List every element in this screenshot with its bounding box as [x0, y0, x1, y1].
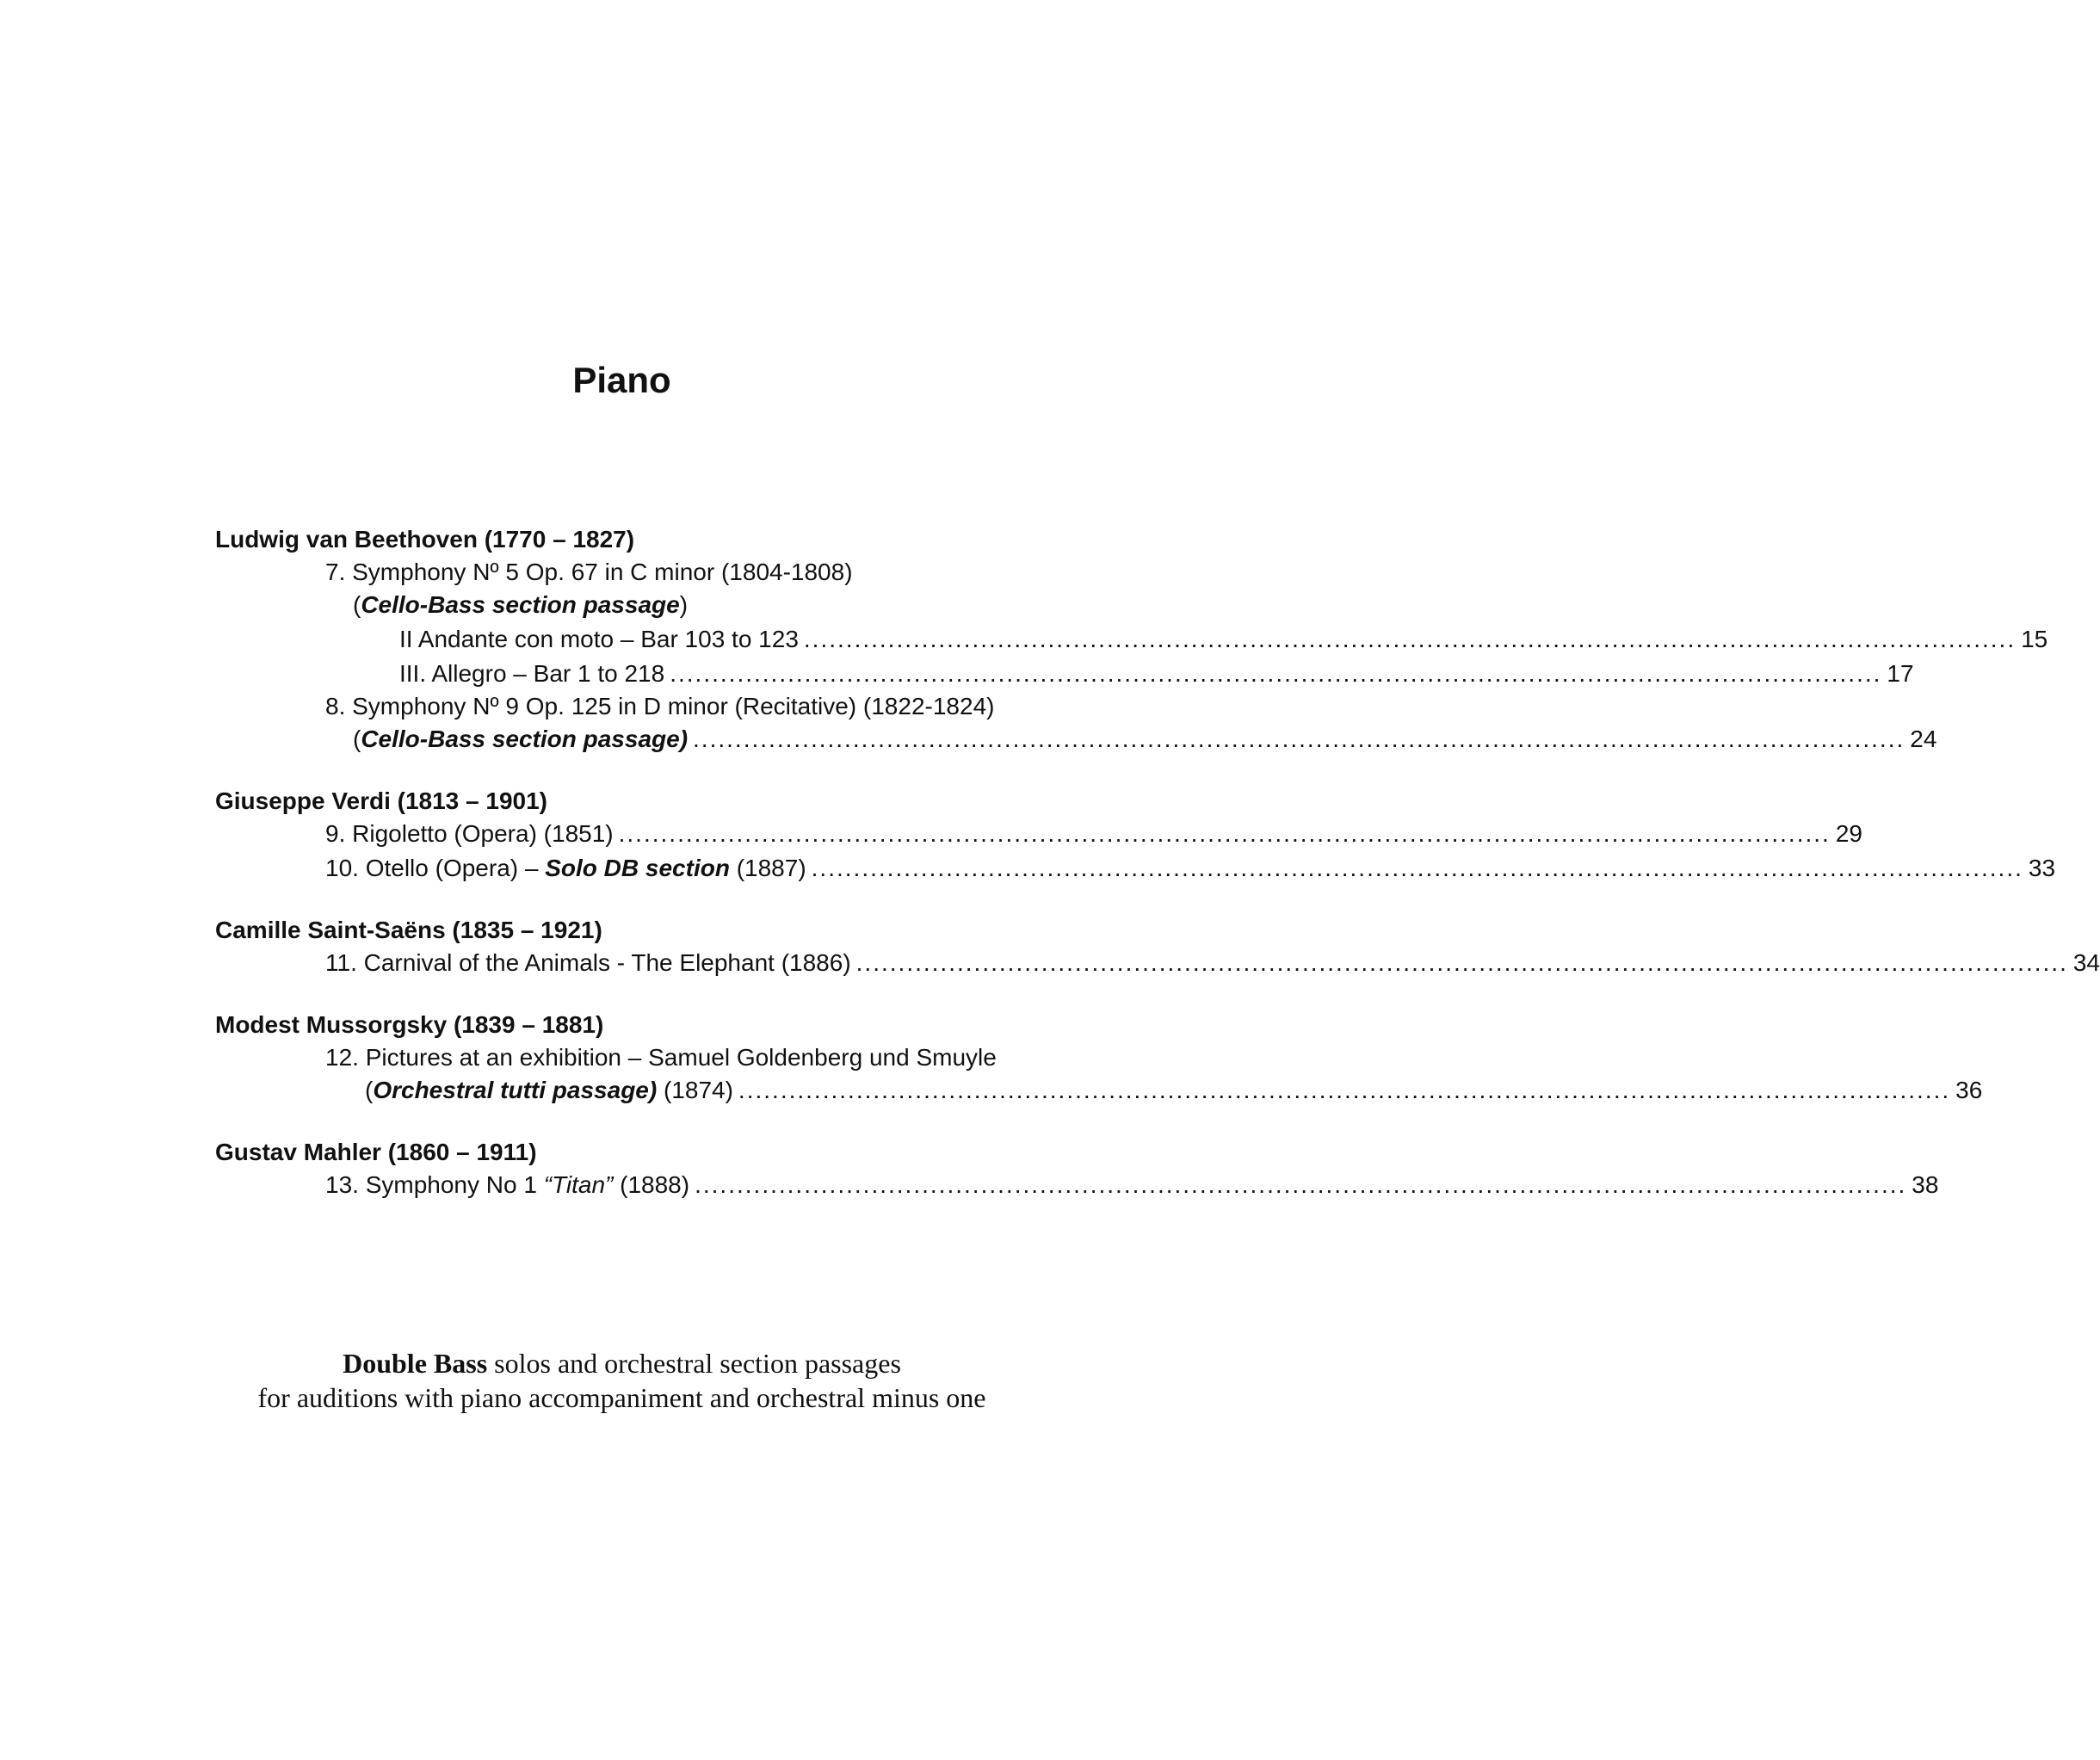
entry-title: III. Allegro – Bar 1 to 218: [399, 660, 665, 687]
composer-heading: Giuseppe Verdi (1813 – 1901): [215, 787, 547, 814]
composer-heading: Gustav Mahler (1860 – 1911): [215, 1139, 537, 1165]
footer-line-1: [0, 1346, 1244, 1380]
entry-note: (Orchestral tutti passage) (1874): [365, 1077, 733, 1103]
page-number: 15: [2021, 626, 2048, 652]
footer-line-1-rest: solos and orchestral section passages: [487, 1348, 901, 1379]
toc-entry: [215, 556, 1067, 589]
leader-dots: ................................................................................................................................................: [618, 820, 1831, 847]
entry-title: 12. Pictures at an exhibition – Samuel Goldenberg und Smuyle: [325, 1044, 997, 1071]
toc-entry: [215, 723, 1937, 756]
page-number: 33: [2028, 855, 2056, 881]
page-number: 36: [1955, 1077, 1983, 1103]
section-verdi: [215, 785, 2056, 885]
leader-dots: ................................................................................................................................................: [855, 949, 2068, 976]
toc-entry: [215, 623, 2048, 656]
leader-dots: ................................................................................................................................................: [670, 660, 1882, 687]
entry-title: 11. Carnival of the Animals - The Elephant (1886): [325, 949, 851, 976]
leader-dots: ................................................................................................................................................: [738, 1077, 1951, 1103]
entry-title: 7. Symphony Nº 5 Op. 67 in C minor (1804-1808): [325, 559, 853, 585]
leader-dots: ................................................................................................................................................: [693, 726, 1905, 752]
entry-note: (Cello-Bass section passage): [353, 591, 689, 618]
entry-title: 8. Symphony Nº 9 Op. 125 in D minor (Recitative) (1822-1824): [325, 693, 995, 719]
composer-heading: Camille Saint-Saëns (1835 – 1921): [215, 917, 602, 943]
entry-title: 13. Symphony No 1 “Titan” (1888): [325, 1171, 690, 1198]
footer-description: [0, 1346, 1244, 1415]
entry-title: II Andante con moto – Bar 103 to 123: [399, 626, 799, 652]
toc-entry: [215, 658, 1914, 690]
table-of-contents: [215, 523, 2100, 1231]
toc-entry: [215, 947, 2100, 979]
leader-dots: ................................................................................................................................................: [811, 855, 2023, 881]
toc-entry: [215, 852, 2056, 885]
composer-heading: Modest Mussorgsky (1839 – 1881): [215, 1011, 604, 1038]
page-number: 17: [1887, 660, 1914, 687]
composer-heading: Ludwig van Beethoven (1770 – 1827): [215, 526, 635, 553]
footer-bold: Double Bass: [343, 1348, 488, 1379]
leader-dots: ................................................................................................................................................: [803, 626, 2017, 652]
toc-entry: [215, 1169, 1939, 1201]
footer-line-2: for auditions with piano accompaniment and orchestral minus one: [257, 1382, 986, 1413]
page-number: 24: [1910, 726, 1937, 752]
section-saint-saens: [215, 914, 2100, 979]
toc-entry: [215, 1041, 1067, 1074]
entry-title: 9. Rigoletto (Opera) (1851): [325, 820, 614, 847]
leader-dots: ................................................................................................................................................: [695, 1171, 1907, 1198]
page-number: 29: [1835, 820, 1862, 847]
toc-entry: [215, 1074, 1983, 1107]
page-title: Piano: [572, 360, 671, 400]
section-mahler: [215, 1136, 1939, 1201]
toc-entry: [215, 690, 1067, 723]
page-number: 34: [2072, 949, 2100, 976]
section-beethoven: [215, 523, 2048, 756]
entry-note: (Cello-Bass section passage): [353, 726, 689, 752]
entry-title: 10. Otello (Opera) – Solo DB section (1887): [325, 855, 806, 881]
toc-entry-note: [215, 589, 1067, 621]
toc-entry: [215, 818, 1862, 850]
page-number: 38: [1912, 1171, 1939, 1198]
section-mussorgsky: [215, 1009, 1983, 1107]
